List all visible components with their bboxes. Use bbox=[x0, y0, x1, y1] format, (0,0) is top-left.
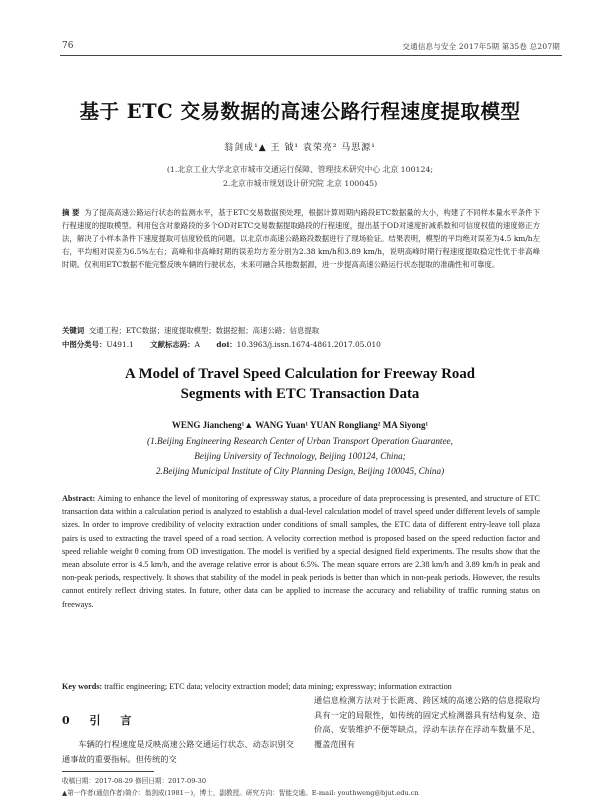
introduction-left-column: 车辆的行程速度是反映高速公路交通运行状态、动态识别交通事故的重要指标。但传统的交 bbox=[62, 739, 294, 764]
english-abstract-label: Abstract: bbox=[62, 494, 96, 503]
chinese-title: 基于 ETC 交易数据的高速公路行程速度提取模型 bbox=[79, 100, 521, 123]
english-affiliation-2: Beijing University of Technology, Beijing 100124, China; bbox=[194, 451, 406, 461]
english-abstract bbox=[62, 492, 540, 611]
footnote-rule bbox=[62, 771, 154, 772]
chinese-authors: 翁剑成¹▲ 王 钺¹ 袁荣亮² 马思源¹ bbox=[224, 143, 376, 153]
clc-label: 中图分类号： bbox=[62, 340, 107, 349]
classification-line bbox=[62, 339, 540, 350]
header-rule bbox=[60, 55, 562, 56]
english-keywords-label: Key words: bbox=[62, 682, 103, 691]
doi-label: doi： bbox=[216, 340, 237, 349]
english-affiliation-3: 2.Beijing Municipal Institute of City Planning Design, Beijing 100045, China) bbox=[155, 466, 445, 476]
chinese-abstract-label: 摘 要 bbox=[62, 208, 80, 217]
introduction-right-column: 通信息检测方法对于长距离、跨区域的高速公路的信息提取均具有一定的局限性，如传统的固定式检测器具有结构复杂、造价高、安装维护不便等缺点，浮动车法存在浮动车数量不足、覆盖范围有 bbox=[314, 695, 540, 749]
english-title-line-1: A Model of Travel Speed Calculation for Freeway Road bbox=[125, 366, 475, 382]
chinese-keywords-text: 交通工程；ETC数据；速度提取模型；数据挖掘；高速公路；信息提取 bbox=[88, 326, 320, 335]
doc-code-value: A bbox=[194, 340, 200, 349]
chinese-keywords bbox=[62, 325, 540, 336]
english-keywords bbox=[62, 680, 540, 693]
chinese-abstract bbox=[62, 206, 540, 271]
english-keywords-text: traffic engineering; ETC data; velocity extraction model; data mining; expressway; information extraction bbox=[104, 682, 452, 691]
chinese-affiliation-1: (1.北京工业大学北京市城市交通运行保障、管理技术研究中心 北京 100124; bbox=[166, 165, 434, 174]
chinese-affiliation-2: 2.北京市城市规划设计研究院 北京 100045) bbox=[222, 179, 378, 188]
page-number: 76 bbox=[62, 41, 74, 51]
english-affiliation-1: (1.Beijing Engineering Research Center of Urban Transport Operation Guarantee, bbox=[147, 436, 453, 446]
doc-code-label: 文献标志码： bbox=[150, 340, 195, 349]
clc-value: U491.1 bbox=[106, 340, 134, 349]
english-title-line-2: Segments with ETC Transaction Data bbox=[180, 386, 420, 402]
chinese-keywords-label: 关键词 bbox=[62, 326, 85, 335]
section-title-introduction: 0 引 言 bbox=[62, 714, 140, 727]
english-authors: WENG Jiancheng¹▲ WANG Yuan¹ YUAN Rongliang² MA Siyong¹ bbox=[171, 420, 429, 430]
doi-value: 10.3963/j.issn.1674-4861.2017.05.010 bbox=[236, 340, 381, 349]
chinese-abstract-text: 为了提高高速公路运行状态的监测水平，基于ETC交易数据预处理，根据计算周期内路段ETC数据量的大小，构建了不同样本量水平条件下行程速度的提取模型。利用包含对象路段的多个OD对ETC交易数据提取路段的行程速度，提出基于OD对速度折减系数和可信度权值的速度修正方法，解决了小样本条件下速度提取可信度较低的问题。以北京市高速公路路段数据进行了现场验证。结果表明，模型的平均绝对误差为4.5 km/h左右，平均相对误差为6.5%左右；高峰和非高峰时期的误差均方差分别为2.38 km/h和3.89 km/h，说明高峰时期行程速度提取稳定性优于非高峰时期。仅利用ETC数据不能完整反映车辆的行驶状态，未来可融合其他数据源，进一步提高高速公路运行状态提取的准确性和可靠度。 bbox=[62, 208, 541, 270]
english-abstract-text: Aiming to enhance the level of monitoring of expressway status, a procedure of data preprocessing is presented, and structure of ETC transaction data within a calculation period is analyzed to establish a dual-level calculation model of travel speed under different levels of sample sizes. In order to improve credibility of velocity extraction under conditions of small samples, the ETC data of different entry-leave toll plaza pairs is used to extracting the travel speed of a road section. A velocity correction method is proposed based on the speed reduction factor and speed reliable weight θ coming from OD investigation. The model is verified by a special designed field experiments. The results show that the mean absolute error is 4.5 km/h, and the average relative error is about 6.5%. The mean square errors are 2.38 km/h and 3.89 km/h in peak and non-peak periods, respectively. It shows that stability of the model in peak periods is better than which in non-peak periods. However, the results cannot entirely reflect driving states. In future, other data can be applied to increase the accuracy and reliability of traffic running status on freeways. bbox=[62, 494, 540, 609]
journal-header: 交通信息与安全 2017年5期 第35卷 总207期 bbox=[402, 42, 560, 51]
footnote-received-date: 收稿日期：2017-08-29 修回日期：2017-09-30 bbox=[62, 777, 207, 785]
footnote-author-info: ▲第一作者(通信作者)简介：翁剑成(1981－)，博士，副教授。研究方向：智能交通。E-mail: youthweng@bjut.edu.cn bbox=[62, 789, 419, 797]
